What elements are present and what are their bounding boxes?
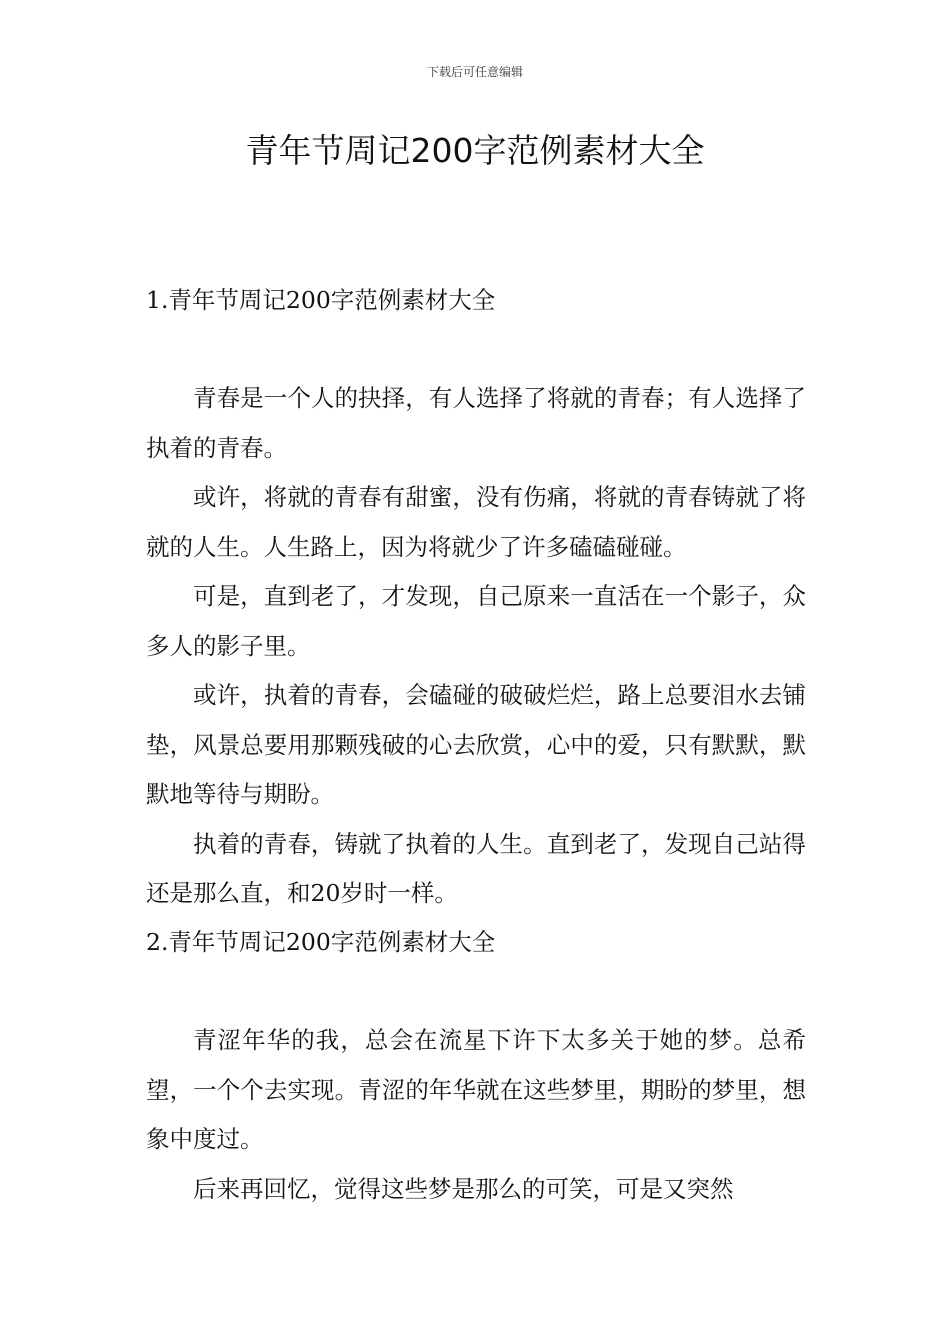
- section-body-2: [146, 918, 806, 1214]
- paragraph: 青涩年华的我，总会在流星下许下太多关于她的梦。总希望，一个个去实现。青涩的年华就在这些梦里，期盼的梦里，想象中度过。: [146, 1026, 806, 1153]
- paragraph: 或许，将就的青春有甜蜜，没有伤痛，将就的青春铸就了将就的人生。人生路上，因为将就少了许多磕磕碰碰。: [146, 483, 806, 561]
- header-note: 下载后可任意编辑: [426, 65, 523, 79]
- paragraph: 或许，执着的青春，会磕碰的破破烂烂，路上总要泪水去铺垫，风景总要用那颗残破的心去欣赏，心中的爱，只有默默，默默地等待与期盼。: [146, 681, 806, 808]
- section-heading-1: 1.青年节周记200字范例素材大全: [146, 286, 496, 314]
- section-body-1: [146, 374, 806, 919]
- paragraph: 执着的青春，铸就了执着的人生。直到老了，发现自己站得还是那么直，和20岁时一样。: [146, 829, 806, 907]
- paragraph: 后来再回忆，觉得这些梦是那么的可笑，可是又突然: [193, 1174, 734, 1203]
- document-title: 青年节周记200字范例素材大全: [245, 131, 705, 170]
- section-heading-2: 2.青年节周记200字范例素材大全: [146, 928, 496, 956]
- paragraph: 青春是一个人的抉择，有人选择了将就的青春；有人选择了执着的青春。: [146, 384, 806, 462]
- paragraph: 可是，直到老了，才发现，自己原来一直活在一个影子，众多人的影子里。: [146, 582, 806, 660]
- spacer: [146, 966, 806, 1016]
